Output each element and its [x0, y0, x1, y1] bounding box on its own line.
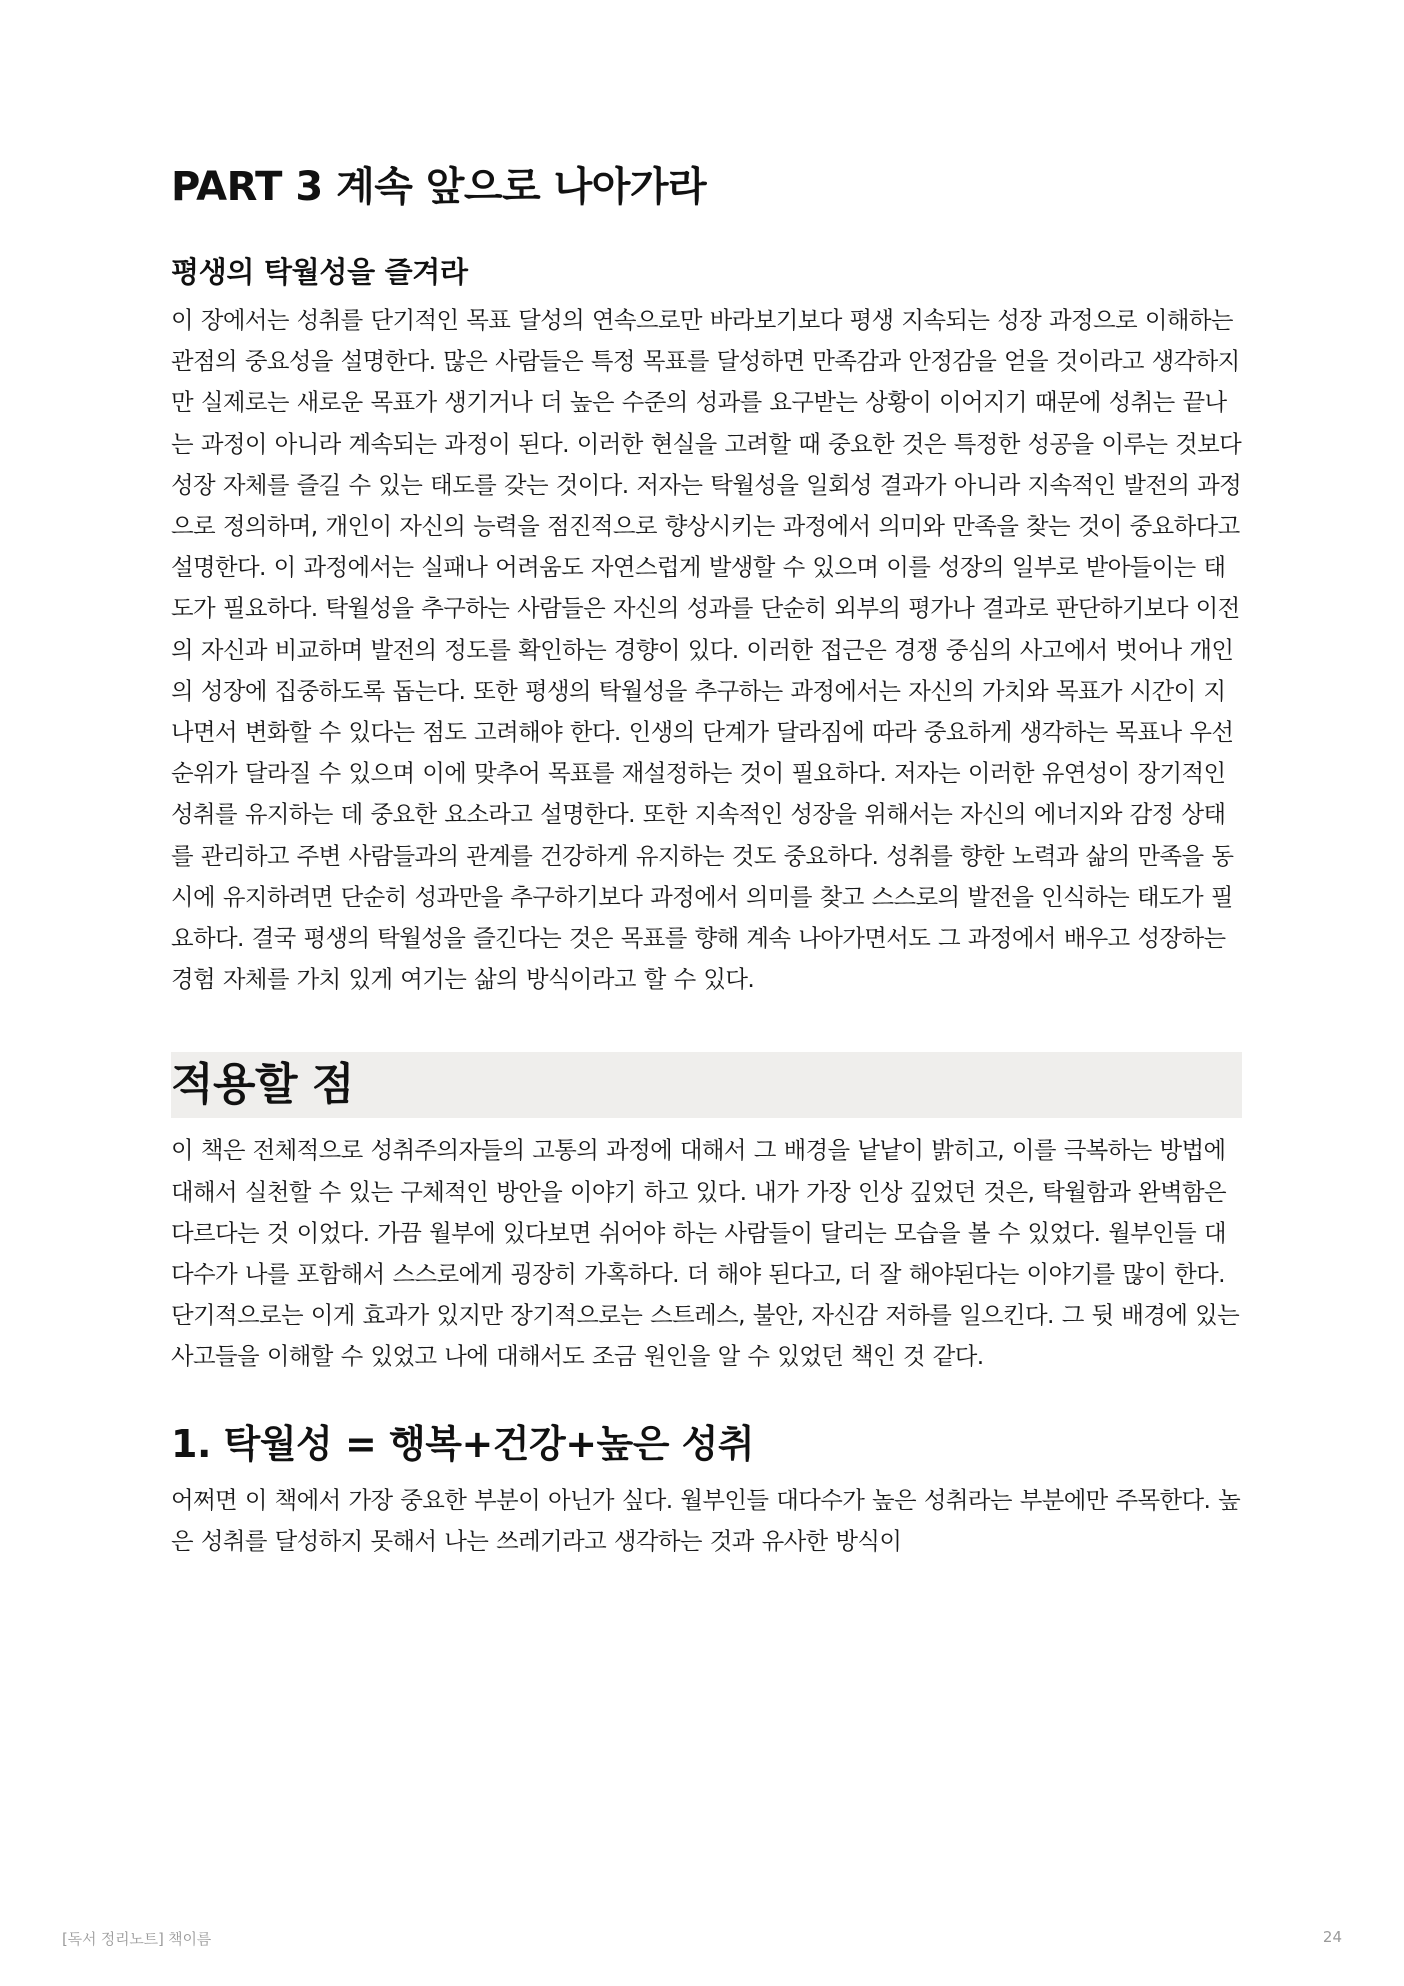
section-title: 평생의 탁월성을 즐겨라	[171, 255, 468, 289]
point-body: 어쩌면 이 책에서 가장 중요한 부분이 아닌가 싶다. 월부인들 대다수가 높은 성취라는 부분에만 주목한다. 높은 성취를 달성하지 못해서 나는 쓰레기라고 생각하는 것과 유사한 방식이	[171, 1485, 1241, 1555]
part-title: PART 3 계속 앞으로 나아가라	[171, 164, 707, 210]
point-title: 1. 탁월성 = 행복+건강+높은 성취	[171, 1421, 755, 1466]
section-body: 이 장에서는 성취를 단기적인 목표 달성의 연속으로만 바라보기보다 평생 지속되는 성장 과정으로 이해하는 관점의 중요성을 설명한다. 많은 사람들은 특정 목표를 달성하면 만족감과 안정감을 얻을 것이라고 생각하지만 실제로는 새로운 목표가 생기거나 더 높은 수준의 성과를 요구받는 상황이 이어지기 때문에 성취는 끝나는 과정이 아니라 계속되는 과정이 된다. 이러한 현실을 고려할 때 중요한 것은 특정한 성공을 이루는 것보다 성장 자체를 즐길 수 있는 태도를 갖는 것이다. 저자는 탁월성을 일회성 결과가 아니라 지속적인 발전의 과정으로 정의하며, 개인이 자신의 능력을 점진적으로 향상시키는 과정에서 의미와 만족을 찾는 것이 중요하다고 설명한다. 이 과정에서는 실패나 어려움도 자연스럽게 발생할 수 있으며 이를 성장의 일부로 받아들이는 태도가 필요하다. 탁월성을 추구하는 사람들은 자신의 성과를 단순히 외부의 평가나 결과로 판단하기보다 이전의 자신과 비교하며 발전의 정도를 확인하는 경향이 있다. 이러한 접근은 경쟁 중심의 사고에서 벗어나 개인의 성장에 집중하도록 돕는다. 또한 평생의 탁월성을 추구하는 과정에서는 자신의 가치와 목표가 시간이 지나면서 변화할 수 있다는 점도 고려해야 한다. 인생의 단계가 달라짐에 따라 중요하게 생각하는 목표나 우선순위가 달라질 수 있으며 이에 맞추어 목표를 재설정하는 것이 필요하다. 저자는 이러한 유연성이 장기적인 성취를 유지하는 데 중요한 요소라고 설명한다. 또한 지속적인 성장을 위해서는 자신의 에너지와 감정 상태를 관리하고 주변 사람들과의 관계를 건강하게 유지하는 것도 중요하다. 성취를 향한 노력과 삶의 만족을 동시에 유지하려면 단순히 성과만을 추구하기보다 과정에서 의미를 찾고 스스로의 발전을 인식하는 태도가 필요하다. 결국 평생의 탁월성을 즐긴다는 것은 목표를 향해 계속 나아가면서도 그 과정에서 배우고 성장하는 경험 자체를 가치 있게 여기는 삶의 방식이라고 할 수 있다.	[171, 306, 1242, 994]
apply-heading-block	[171, 1052, 1242, 1118]
page-content	[171, 160, 1242, 1562]
apply-heading: 적용할 점	[171, 1059, 354, 1111]
footer-doc-label: [독서 정리노트] 책이름	[62, 1930, 212, 1948]
footer-page-number: 24	[1322, 1928, 1342, 1946]
apply-body: 이 책은 전체적으로 성취주의자들의 고통의 과정에 대해서 그 배경을 낱낱이 밝히고, 이를 극복하는 방법에 대해서 실천할 수 있는 구체적인 방안을 이야기 하고 있다. 내가 가장 인상 깊었던 것은, 탁월함과 완벽함은 다르다는 것 이었다. 가끔 월부에 있다보면 쉬어야 하는 사람들이 달리는 모습을 볼 수 있었다. 월부인들 대다수가 나를 포함해서 스스로에게 굉장히 가혹하다. 더 해야 된다고, 더 잘 해야된다는 이야기를 많이 한다. 단기적으로는 이게 효과가 있지만 장기적으로는 스트레스, 불안, 자신감 저하를 일으킨다. 그 뒷 배경에 있는 사고들을 이해할 수 있었고 나에 대해서도 조금 원인을 알 수 있었던 책인 것 같다.	[171, 1136, 1240, 1371]
